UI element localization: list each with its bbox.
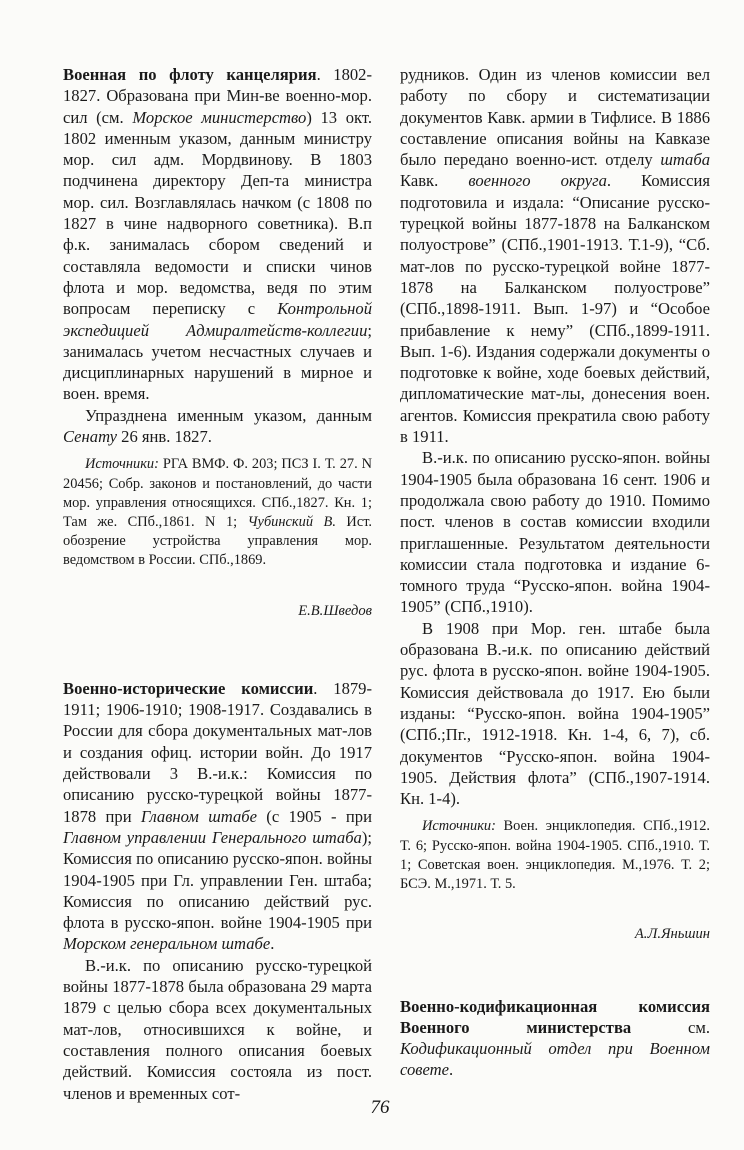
entry-separator	[400, 946, 710, 996]
entry-paragraph: Военно-исторические комиссии. 1879-1911; 1906-1910; 1908-1917. Создавались в России для сбора документальных мат-лов и создания офиц. истории войн. До 1917 действовали 3 В.-и.к.: Комиссия по описанию русско-турецкой войны 1877-1878 при Главном штабе (с 1905 - при Главном управлении Генерального штаба); Комиссия по описанию русско-япон. войны 1904-1905 при Гл. управлении Ген. штаба; Комиссия по описанию действий рус. флота в русско-япон. войне 1904-1905 при Морском генеральном штабе.	[63, 678, 372, 954]
cross-reference: Морское министерство	[132, 107, 307, 127]
entry-author: Е.В.Шведов	[298, 602, 372, 619]
right-column	[400, 64, 710, 1081]
cross-reference: военного округа	[468, 171, 607, 191]
page-number: 76	[370, 1097, 390, 1118]
entry-paragraph: Упразднена именным указом, данным Сенату 26 янв. 1827.	[63, 405, 372, 447]
sources-label: Источники:	[85, 456, 159, 473]
sources-block: Источники: Воен. энциклопедия. СПб.,1912. Т. 6; Русско-япон. война 1904-1905. СПб.,1910. Т. 1; Советская воен. энциклопедия. М.,1976. Т. 2; БСЭ. М.,1971. Т. 5.	[400, 818, 710, 892]
entry-title: Военная по флоту канцелярия	[63, 65, 317, 84]
entry-voennaya-po-flotu-kantselyariya	[63, 64, 372, 622]
entry-paragraph: Военная по флоту канцелярия. 1802-1827. Образована при Мин-ве военно-мор. сил (см. Морское министерство) 13 окт. 1802 именным указом, данным министру мор. сил адм. Мордвинову. В 1803 подчинена директору Деп-та министра мор. сил. Возглавлялась начком (с 1808 по 1827 в чине надворного советника). В.п ф.к. занималась сбором сведений и составляла ведомости и списки чинов флота и мор. ведомства, ведя по этим вопросам переписку с Контрольной экспедицией Адмиралтейств-коллегии; занималась учетом несчастных случаев и дисциплинарных нарушений в мирное и воен. время.	[63, 65, 373, 404]
left-column	[63, 64, 372, 1104]
entry-paragraph-continuation: рудников. Один из членов комиссии вел работу по сбору и систематизации документов Кавк. армии в Тифлисе. В 1886 составление описания войны на Кавказе было передано военно-ист. отделу штаба Кавк. военного округа. Комиссия подготовила и издала: “Описание русско-турецкой войны 1877-1878 на Балканском полуострове” (СПб.,1901-1913. Т.1-9), “Сб. мат-лов по русско-турецкой войне 1877-1878 на Балканском полуострове” (СПб.,1898-1911. Вып. 1-97) и “Особое прибавление к нему” (СПб.,1899-1911. Вып. 1-6). Издания содержали документы о подготовке к войне, ходе боевых действий, дипломатические мат-лы, донесения воен. агентов. Комиссия прекратила свою работу в 1911.	[400, 65, 710, 447]
entry-author: А.Л.Яньшин	[634, 926, 710, 943]
entry-voenno-istoricheskie-komissii-continued	[400, 64, 710, 946]
entry-voenno-kodifikatsionnaya-komissiya	[400, 996, 710, 1081]
entry-paragraph: В.-и.к. по описанию русско-япон. войны 1904-1905 была образована 16 сент. 1906 и продолжала свою работу до 1910. Помимо пост. членов в состав комиссии входили приглашенные. Результатом деятельности комиссии стала подготовка и издание 6-томного труда “Русско-япон. война 1904-1905” (СПб.,1910).	[400, 448, 710, 617]
entry-paragraph-split: В.-и.к. по описанию русско-турецкой войны 1877-1878 была образована 29 марта 1879 с целью сбора всех документальных мат-лов, относившихся к войне, и составления полного описания боевых действий. Комиссия состояла из пост. членов и временных сот-	[63, 955, 372, 1103]
cross-reference: Главном штабе	[140, 806, 257, 826]
source-author: Чубинский В.	[247, 513, 336, 530]
cross-reference: Морском генеральном штабе	[63, 934, 271, 954]
sources-label: Источники:	[422, 818, 496, 835]
entry-separator	[63, 622, 372, 678]
cross-reference: Главном управлении Генерального штаба	[63, 827, 362, 847]
entry-paragraph: Военно-кодификационная комиссия Военного министерства см. Кодификационный отдел при Военном совете.	[400, 996, 710, 1080]
cross-reference: Контрольной экспедицией Адмиралтейств-коллегии	[63, 299, 372, 340]
entry-paragraph: В 1908 при Мор. ген. штабе была образована В.-и.к. по описанию действий рус. флота в русско-япон. войне 1904-1905. Комиссия действовала до 1917. Ею были изданы: “Русско-япон. война 1904-1905” (СПб.;Пг., 1912-1918. Кн. 1-4, 6, 7), сб. документов “Русско-япон. война 1904-1905. Действия флота” (СПб.,1907-1914. Кн. 1-4).	[400, 618, 710, 809]
entry-title: Военно-исторические комиссии	[63, 678, 314, 698]
entry-title: Военно-кодификационная комиссия Военного министерства	[400, 996, 710, 1037]
cross-reference: штаба	[660, 150, 710, 170]
sources-block: Источники: РГА ВМФ. Ф. 203; ПСЗ I. Т. 27. N 20456; Собр. законов и постановлений, до части мор. управления относящихся. СПб.,1827. Кн. 1; Там же. СПб.,1861. N 1; Чубинский В. Ист. обозрение устройства управления мор. ведомством в России. СПб.,1869.	[63, 456, 373, 569]
cross-reference: Кодификационный отдел при Военном совете	[400, 1039, 710, 1080]
cross-reference: Сенату	[63, 427, 118, 447]
entry-voenno-istoricheskie-komissii	[63, 678, 372, 1104]
